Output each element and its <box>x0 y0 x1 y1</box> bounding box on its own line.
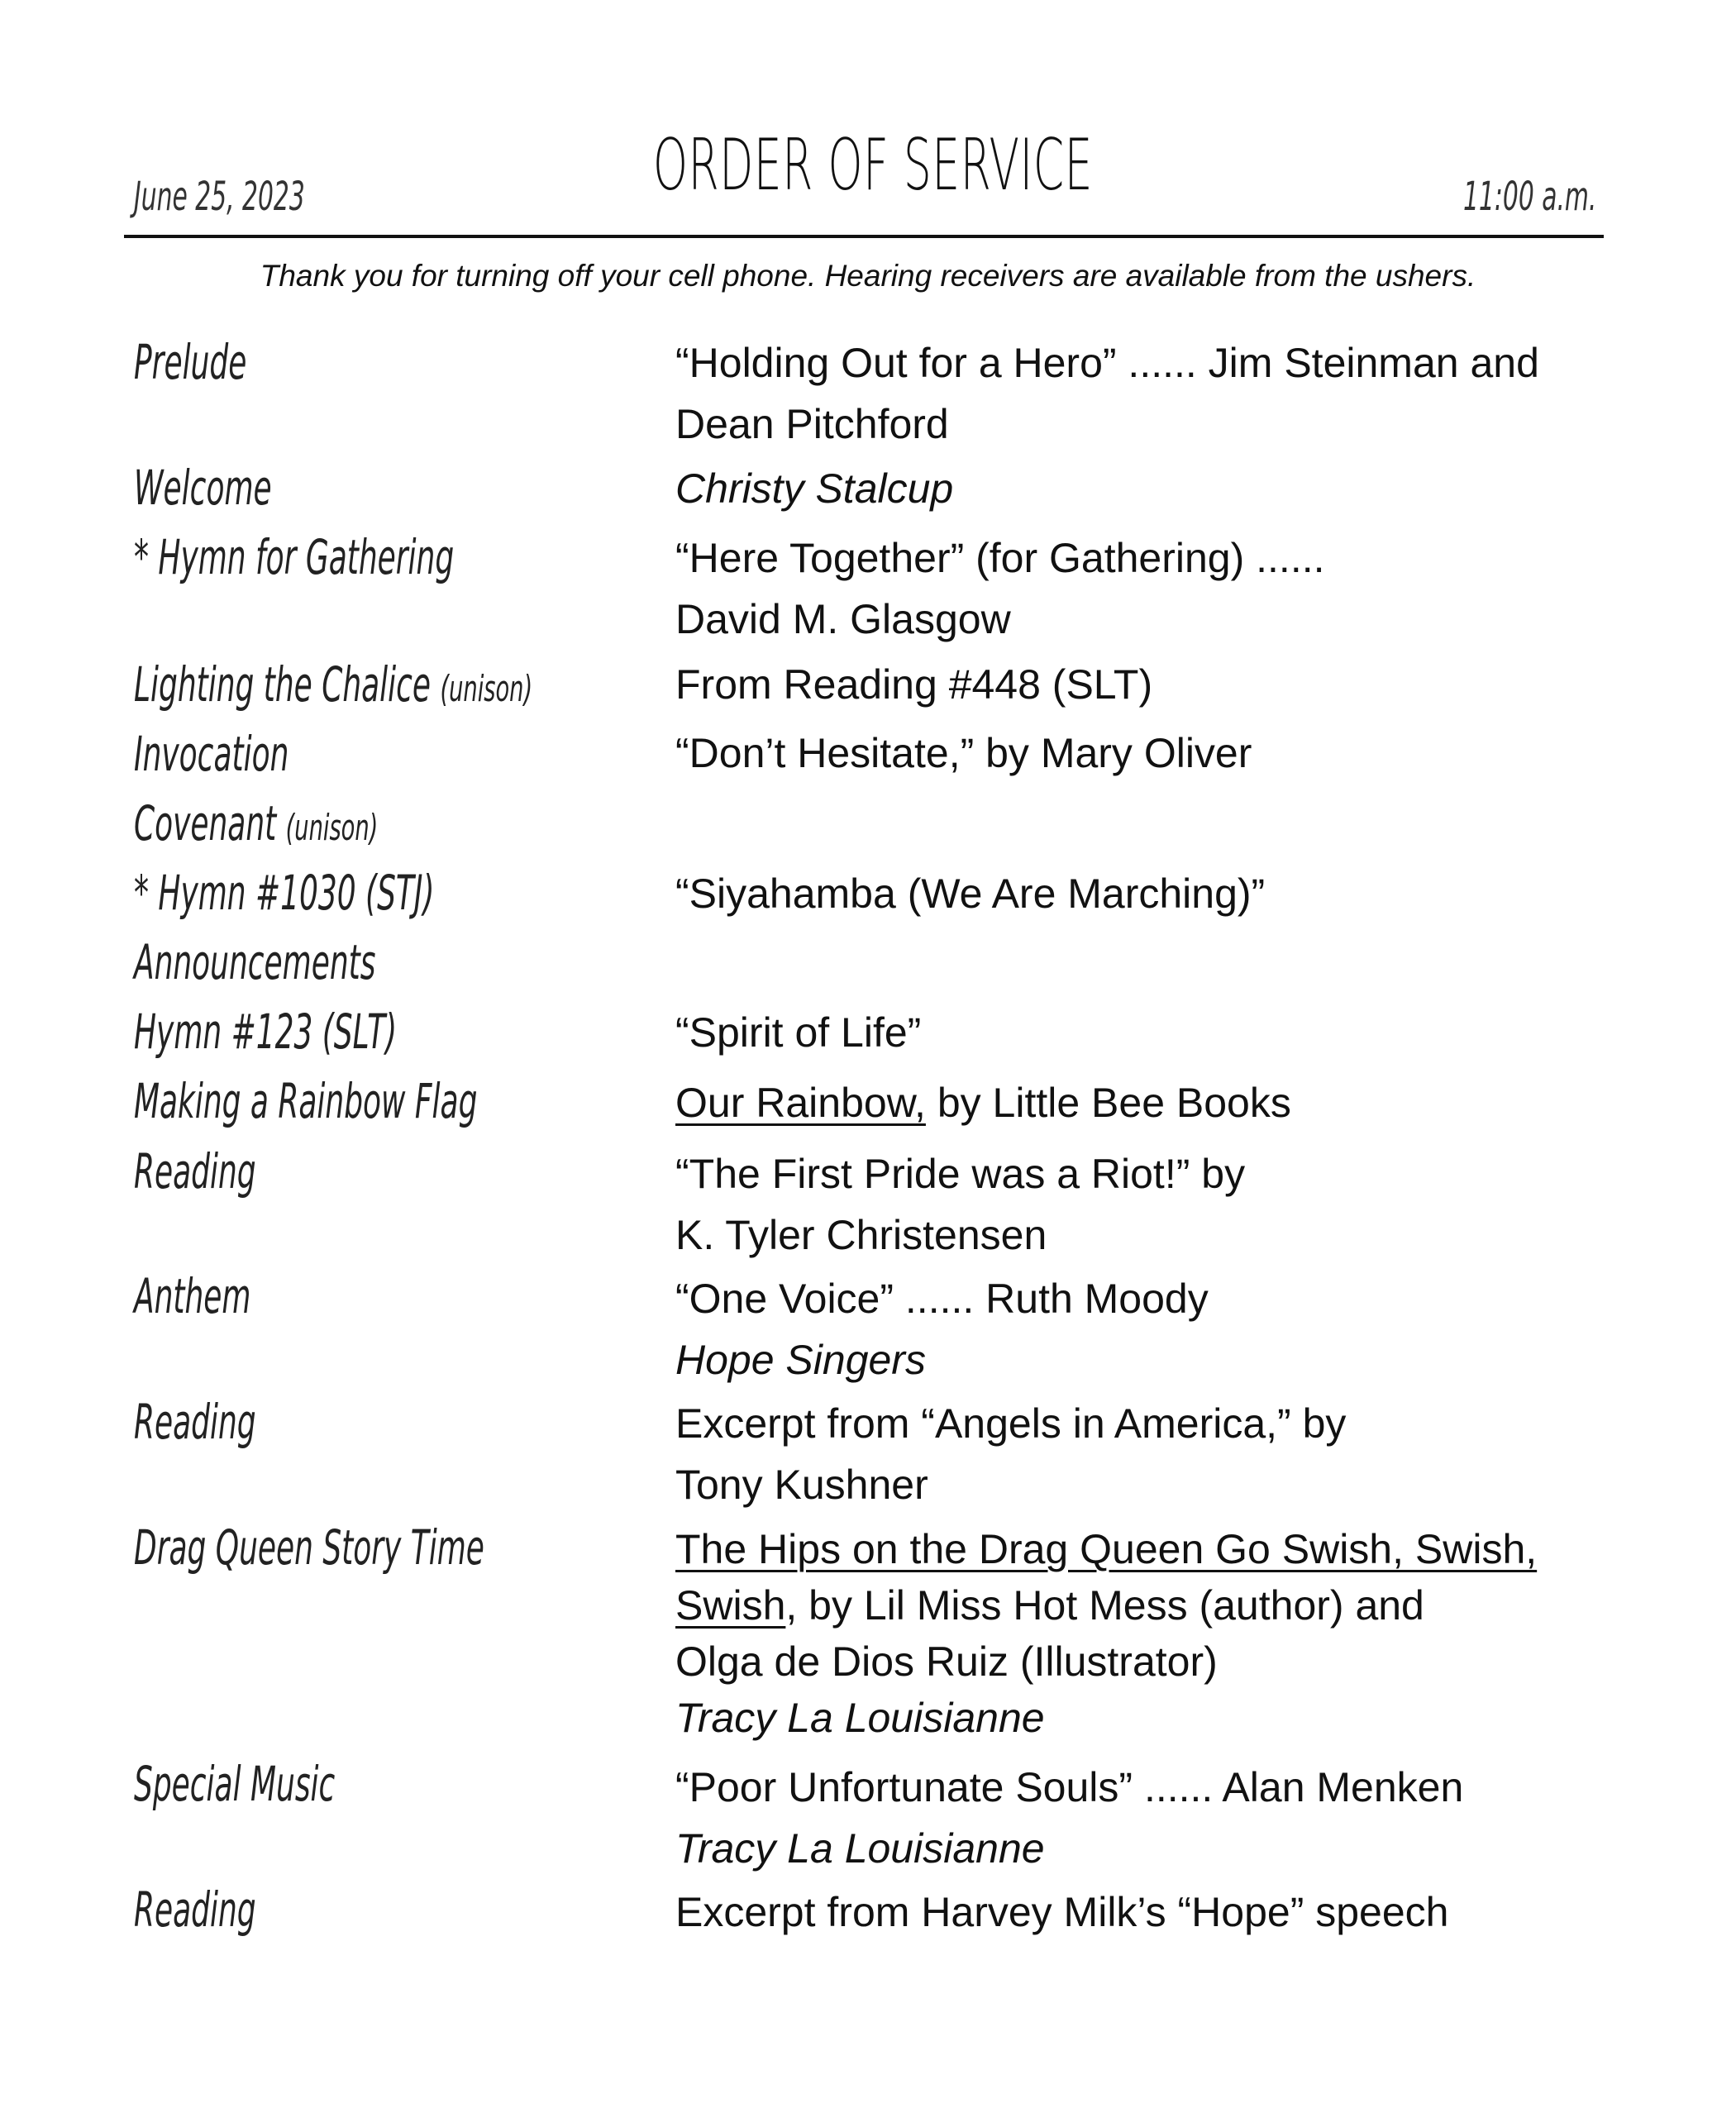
item-content-welcome <box>675 458 1618 519</box>
book-title: Our Rainbow, <box>675 1080 926 1126</box>
content-line: K. Tyler Christensen <box>675 1212 1047 1258</box>
content-line: David M. Glasgow <box>675 596 1011 642</box>
content-line: Excerpt from Harvey Milk’s “Hope” speech <box>675 1889 1449 1935</box>
content-line <box>675 1072 1618 1133</box>
item-label-hymn-for-gathering: * Hymn for Gathering <box>134 529 455 585</box>
item-content-reading-harvey-milk <box>675 1881 1618 1943</box>
item-content-hymn-123 <box>675 1002 1618 1063</box>
item-label-making-a-rainbow-flag: Making a Rainbow Flag <box>134 1073 478 1129</box>
label-text: Lighting the Chalice <box>134 656 432 713</box>
content-line: “Here Together” (for Gathering) ...... <box>675 535 1325 581</box>
book-title: Swish <box>675 1582 786 1629</box>
item-label-reading: Reading <box>134 1881 256 1938</box>
label-text: Covenant <box>134 795 277 851</box>
item-label-lighting-the-chalice <box>134 656 532 713</box>
content-line: “Siyahamba (We Are Marching)” <box>675 870 1266 917</box>
item-label-reading: Reading <box>134 1143 256 1199</box>
item-label-hymn-1030: * Hymn #1030 (STJ) <box>134 865 435 921</box>
item-label-special-music: Special Music <box>134 1756 336 1812</box>
item-content-prelude <box>675 332 1618 455</box>
content-line: Tracy La Louisianne <box>675 1825 1045 1872</box>
item-label-drag-queen-story-time: Drag Queen Story Time <box>134 1519 484 1576</box>
item-content-lighting-the-chalice <box>675 654 1618 715</box>
content-line: “One Voice” ...... Ruth Moody <box>675 1276 1209 1322</box>
courtesy-note: Thank you for turning off your cell phone. Hearing receivers are available from the ushers. <box>260 259 1476 293</box>
item-content-hymn-1030 <box>675 863 1618 924</box>
item-label-announcements: Announcements <box>134 934 376 990</box>
item-content-anthem <box>675 1268 1618 1390</box>
content-line: “Poor Unfortunate Souls” ...... Alan Menken <box>675 1764 1464 1810</box>
content-line: From Reading #448 (SLT) <box>675 661 1153 708</box>
content-line: Christy Stalcup <box>675 465 954 512</box>
item-label-prelude: Prelude <box>134 334 247 390</box>
content-line: “Don’t Hesitate,” by Mary Oliver <box>675 730 1252 776</box>
item-content-reading-angels <box>675 1393 1618 1515</box>
content-line: Hope Singers <box>675 1337 926 1383</box>
item-content-drag-queen-story-time <box>675 1521 1618 1746</box>
page-title: ORDER OF SERVICE <box>653 124 1094 207</box>
item-label-hymn-123: Hymn #123 (SLT) <box>134 1004 398 1060</box>
item-content-invocation <box>675 723 1618 784</box>
service-date: June 25, 2023 <box>134 174 305 220</box>
content-line: “The First Pride was a Riot!” by <box>675 1151 1246 1197</box>
book-credit: , by Lil Miss Hot Mess (author) and <box>785 1582 1424 1629</box>
service-time: 11:00 a.m. <box>1463 174 1597 220</box>
content-line: Dean Pitchford <box>675 401 949 447</box>
content-line: Olga de Dios Ruiz (Illustrator) <box>675 1638 1218 1685</box>
label-note: (unison) <box>285 807 379 849</box>
item-label-covenant <box>134 795 378 851</box>
content-line: Tony Kushner <box>675 1462 928 1508</box>
item-label-welcome: Welcome <box>134 460 272 516</box>
content-line: Tracy La Louisianne <box>675 1695 1045 1741</box>
content-line <box>675 1521 1618 1577</box>
header-divider <box>124 235 1604 238</box>
content-line: “Holding Out for a Hero” ...... Jim Steinman and <box>675 340 1539 386</box>
item-content-making-a-rainbow-flag <box>675 1072 1618 1133</box>
book-title: The Hips on the Drag Queen Go Swish, Swish, <box>675 1526 1538 1572</box>
item-label-reading: Reading <box>134 1394 256 1450</box>
book-credit: by Little Bee Books <box>925 1080 1291 1126</box>
content-line: “Spirit of Life” <box>675 1009 922 1056</box>
content-line: Excerpt from “Angels in America,” by <box>675 1400 1347 1447</box>
item-content-special-music <box>675 1757 1618 1879</box>
content-line <box>675 1577 1618 1633</box>
item-content-hymn-for-gathering <box>675 527 1618 650</box>
item-label-anthem: Anthem <box>134 1268 251 1324</box>
label-note: (unison) <box>440 668 533 710</box>
item-content-reading-first-pride <box>675 1143 1618 1266</box>
item-label-invocation: Invocation <box>134 726 289 782</box>
